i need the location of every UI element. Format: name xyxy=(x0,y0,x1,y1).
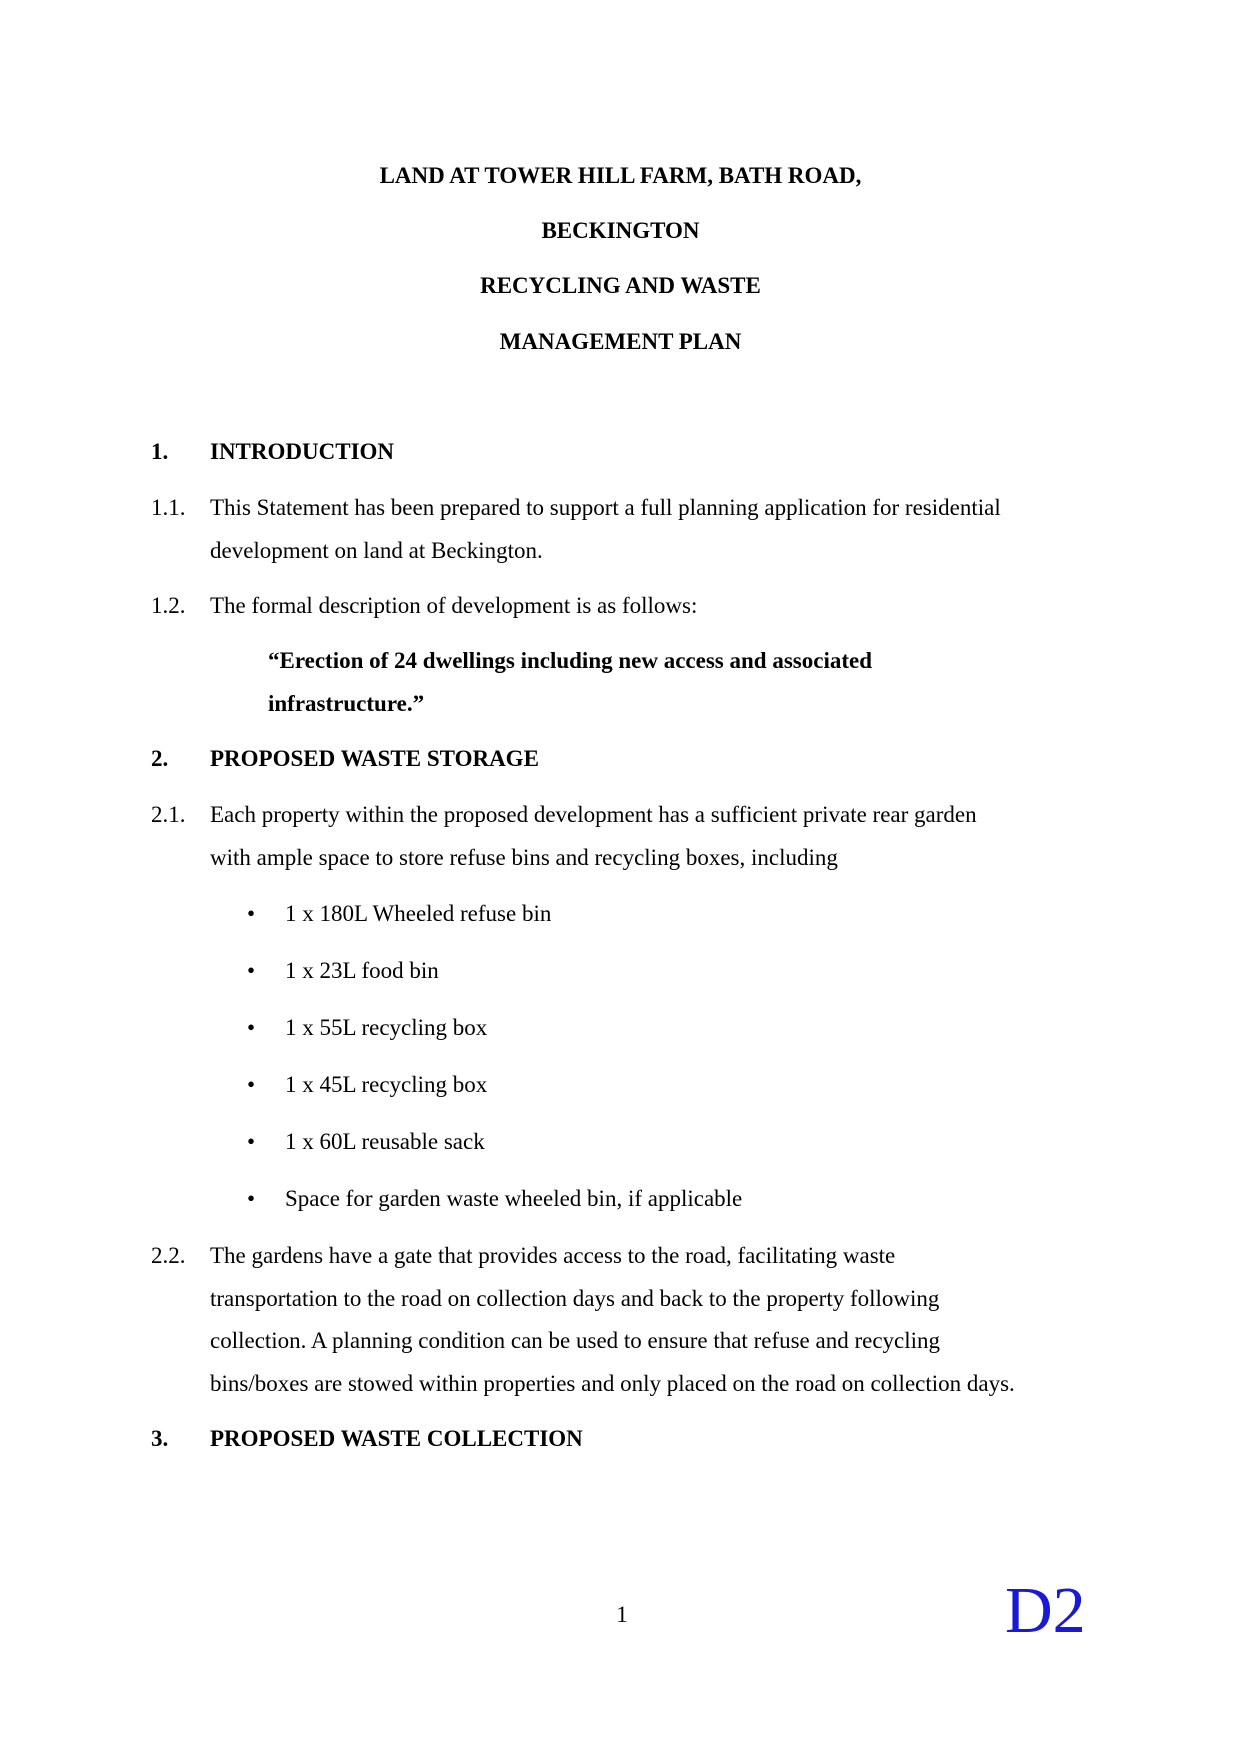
para-2-1-line-2: with ample space to store refuse bins and recycling boxes, including xyxy=(210,845,838,870)
para-2-2-number: 2.2. xyxy=(151,1243,186,1268)
bullet-icon: • xyxy=(247,958,256,983)
section-3-heading: PROPOSED WASTE COLLECTION xyxy=(210,1426,583,1451)
bullet-icon: • xyxy=(247,1015,256,1040)
section-1-heading: INTRODUCTION xyxy=(210,439,395,464)
list-item: 1 x 45L recycling box xyxy=(285,1072,488,1097)
document-stamp: D2 xyxy=(1005,1574,1086,1647)
para-1-1-line-2: development on land at Beckington. xyxy=(210,538,543,563)
title-line-2: BECKINGTON xyxy=(541,218,700,243)
list-item: 1 x 180L Wheeled refuse bin xyxy=(285,901,552,926)
list-item: 1 x 60L reusable sack xyxy=(285,1129,485,1154)
para-1-1-line-1: This Statement has been prepared to support a full planning application for residential xyxy=(210,495,1001,520)
page-number: 1 xyxy=(616,1602,628,1627)
para-2-1-number: 2.1. xyxy=(151,802,186,827)
para-1-2-number: 1.2. xyxy=(151,593,186,618)
bullet-icon: • xyxy=(247,1072,256,1097)
section-3-number: 3. xyxy=(151,1426,169,1451)
title-line-3: RECYCLING AND WASTE xyxy=(480,273,761,298)
para-2-1-line-1: Each property within the proposed development has a sufficient private rear garden xyxy=(210,802,977,827)
para-2-2-line-3: collection. A planning condition can be used to ensure that refuse and recycling xyxy=(210,1328,941,1353)
title-line-1: LAND AT TOWER HILL FARM, BATH ROAD, xyxy=(379,163,862,188)
para-1-1-number: 1.1. xyxy=(151,495,186,520)
section-2-heading: PROPOSED WASTE STORAGE xyxy=(210,746,539,771)
bullet-icon: • xyxy=(247,1129,256,1154)
list-item: Space for garden waste wheeled bin, if applicable xyxy=(285,1186,743,1211)
title-line-4: MANAGEMENT PLAN xyxy=(499,329,742,354)
para-1-2-text: The formal description of development is as follows: xyxy=(210,593,698,618)
section-2-number: 2. xyxy=(151,746,169,771)
para-2-2-line-2: transportation to the road on collection days and back to the property following xyxy=(210,1286,940,1311)
quote-line-2: infrastructure.” xyxy=(268,691,425,716)
para-2-2-line-4: bins/boxes are stowed within properties and only placed on the road on collection days. xyxy=(210,1371,1015,1396)
list-item: 1 x 23L food bin xyxy=(285,958,439,983)
list-item: 1 x 55L recycling box xyxy=(285,1015,488,1040)
section-1-number: 1. xyxy=(151,439,169,464)
para-2-2-line-1: The gardens have a gate that provides access to the road, facilitating waste xyxy=(210,1243,896,1268)
bullet-icon: • xyxy=(247,901,256,926)
bullet-icon: • xyxy=(247,1186,256,1211)
quote-line-1: “Erection of 24 dwellings including new access and associated xyxy=(268,648,872,673)
